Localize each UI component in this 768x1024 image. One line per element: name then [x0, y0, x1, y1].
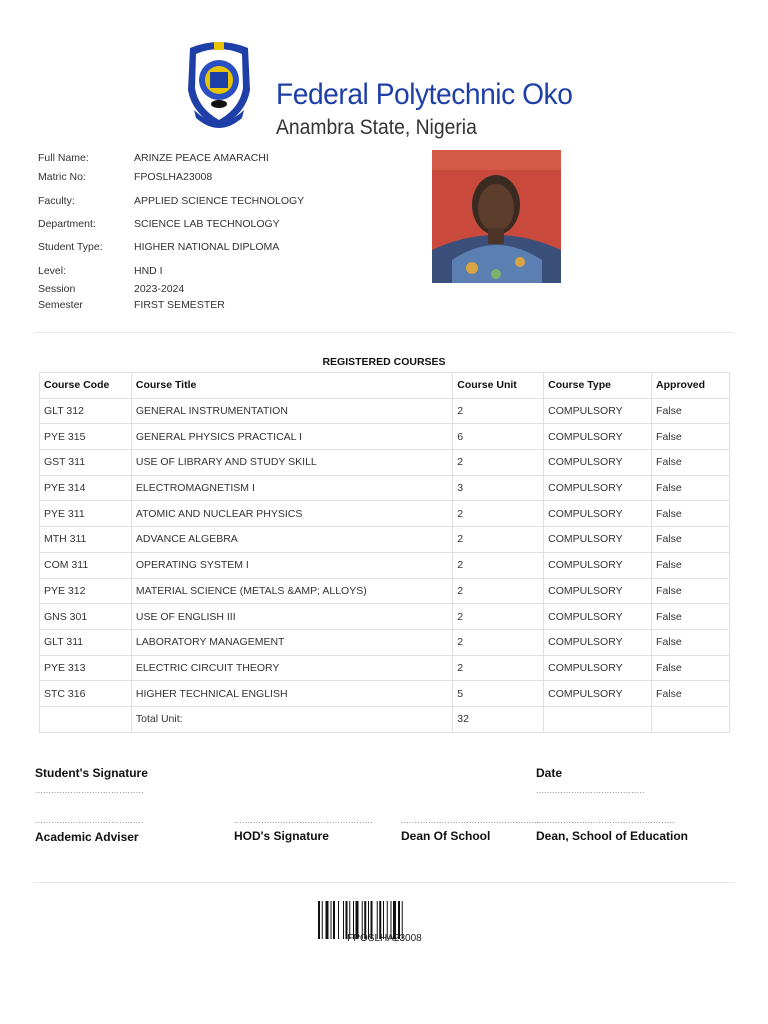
detail-value: SCIENCE LAB TECHNOLOGY	[134, 218, 280, 230]
course-code-cell: GNS 301	[40, 604, 132, 630]
course-code-cell: PYE 311	[40, 501, 132, 527]
course-code-cell: MTH 311	[40, 527, 132, 553]
course-code-cell: PYE 315	[40, 424, 132, 450]
dean-education-label: Dean, School of Education	[536, 829, 689, 843]
empty-cell	[544, 706, 652, 732]
course-unit-cell: 2	[453, 629, 544, 655]
approved-cell: False	[652, 424, 730, 450]
table-row	[40, 604, 730, 630]
course-title-cell: LABORATORY MANAGEMENT	[131, 629, 452, 655]
course-title-cell: MATERIAL SCIENCE (METALS &AMP; ALLOYS)	[131, 578, 452, 604]
column-header-course-code: Course Code	[40, 373, 132, 399]
course-title-cell: USE OF ENGLISH III	[131, 604, 452, 630]
table-row	[40, 552, 730, 578]
date-label: Date	[536, 766, 563, 780]
course-code-cell: PYE 313	[40, 655, 132, 681]
table-row	[40, 501, 730, 527]
course-unit-cell: 3	[453, 475, 544, 501]
detail-session	[38, 283, 458, 297]
section-divider	[34, 882, 734, 883]
total-row	[40, 706, 730, 732]
approved-cell: False	[652, 527, 730, 553]
detail-value: APPLIED SCIENCE TECHNOLOGY	[134, 195, 305, 207]
course-title-cell: ADVANCE ALGEBRA	[131, 527, 452, 553]
total-unit-value: 32	[453, 706, 544, 732]
course-title-cell: OPERATING SYSTEM I	[131, 552, 452, 578]
course-type-cell: COMPULSORY	[544, 681, 652, 707]
detail-value: 2023-2024	[134, 283, 185, 295]
detail-label: Student Type:	[38, 241, 103, 253]
approved-cell: False	[652, 398, 730, 424]
detail-label: Faculty:	[38, 195, 75, 207]
table-row	[40, 424, 730, 450]
student-signature-label: Student's Signature	[35, 766, 148, 780]
course-unit-cell: 2	[453, 527, 544, 553]
course-code-cell: GST 311	[40, 450, 132, 476]
column-header-course-type: Course Type	[544, 373, 652, 399]
empty-cell	[40, 706, 132, 732]
detail-value: ARINZE PEACE AMARACHI	[134, 152, 269, 164]
academic-adviser-label: Academic Adviser	[35, 830, 139, 844]
course-title-cell: HIGHER TECHNICAL ENGLISH	[131, 681, 452, 707]
registered-courses-table	[39, 372, 730, 733]
course-type-cell: COMPULSORY	[544, 655, 652, 681]
course-title-cell: GENERAL PHYSICS PRACTICAL I	[131, 424, 452, 450]
course-title-cell: ATOMIC AND NUCLEAR PHYSICS	[131, 501, 452, 527]
detail-label: Full Name:	[38, 152, 89, 164]
course-code-cell: GLT 312	[40, 398, 132, 424]
course-type-cell: COMPULSORY	[544, 475, 652, 501]
course-unit-cell: 2	[453, 450, 544, 476]
detail-label: Matric No:	[38, 171, 86, 183]
registered-courses-title: REGISTERED COURSES	[322, 356, 446, 368]
approved-cell: False	[652, 475, 730, 501]
course-type-cell: COMPULSORY	[544, 450, 652, 476]
course-type-cell: COMPULSORY	[544, 629, 652, 655]
course-unit-cell: 2	[453, 604, 544, 630]
approved-cell: False	[652, 681, 730, 707]
table-row	[40, 629, 730, 655]
course-unit-cell: 2	[453, 398, 544, 424]
table-row	[40, 527, 730, 553]
column-header-course-unit: Course Unit	[453, 373, 544, 399]
course-type-cell: COMPULSORY	[544, 604, 652, 630]
date-line: ........................................	[536, 786, 645, 795]
detail-value: FPOSLHA23008	[134, 171, 213, 183]
section-divider	[34, 332, 734, 333]
course-title-cell: GENERAL INSTRUMENTATION	[131, 398, 452, 424]
table-row	[40, 655, 730, 681]
course-title-cell: ELECTRIC CIRCUIT THEORY	[131, 655, 452, 681]
course-unit-cell: 6	[453, 424, 544, 450]
detail-department	[38, 218, 458, 232]
course-unit-cell: 2	[453, 578, 544, 604]
detail-matric-no	[38, 171, 458, 185]
course-type-cell: COMPULSORY	[544, 398, 652, 424]
column-header-approved: Approved	[652, 373, 730, 399]
detail-value: HND I	[134, 265, 163, 277]
hod-signature-label: HOD's Signature	[234, 829, 329, 843]
table-row	[40, 681, 730, 707]
institution-location: Anambra State, Nigeria	[276, 116, 477, 139]
table-header-row	[40, 373, 730, 399]
detail-full-name	[38, 152, 458, 166]
course-title-cell: USE OF LIBRARY AND STUDY SKILL	[131, 450, 452, 476]
detail-label: Session	[38, 283, 76, 295]
course-unit-cell: 2	[453, 552, 544, 578]
column-header-course-title: Course Title	[131, 373, 452, 399]
course-unit-cell: 2	[453, 655, 544, 681]
detail-value: HIGHER NATIONAL DIPLOMA	[134, 241, 280, 253]
approved-cell: False	[652, 629, 730, 655]
course-type-cell: COMPULSORY	[544, 527, 652, 553]
approved-cell: False	[652, 450, 730, 476]
detail-label: Level:	[38, 265, 67, 277]
table-row	[40, 450, 730, 476]
table-row	[40, 398, 730, 424]
approved-cell: False	[652, 655, 730, 681]
course-code-cell: PYE 314	[40, 475, 132, 501]
dean-education-line: ...................................................	[536, 816, 675, 825]
detail-student-type	[38, 241, 458, 255]
approved-cell: False	[652, 501, 730, 527]
approved-cell: False	[652, 604, 730, 630]
table-row	[40, 475, 730, 501]
course-code-cell: GLT 311	[40, 629, 132, 655]
table-row	[40, 578, 730, 604]
detail-label: Semester	[38, 299, 83, 311]
institution-name: Federal Polytechnic Oko	[276, 78, 573, 111]
detail-faculty	[38, 195, 458, 209]
course-unit-cell: 5	[453, 681, 544, 707]
course-type-cell: COMPULSORY	[544, 501, 652, 527]
empty-cell	[652, 706, 730, 732]
document-header	[0, 30, 768, 140]
course-code-cell: STC 316	[40, 681, 132, 707]
barcode-text: FPOSLHA23008	[347, 933, 422, 944]
course-type-cell: COMPULSORY	[544, 424, 652, 450]
student-signature-line: ........................................	[35, 786, 144, 795]
course-unit-cell: 2	[453, 501, 544, 527]
person-portrait-icon	[432, 150, 561, 283]
course-type-cell: COMPULSORY	[544, 552, 652, 578]
detail-semester	[38, 299, 458, 313]
course-title-cell: ELECTROMAGNETISM I	[131, 475, 452, 501]
dean-of-school-line: ...................................................	[401, 816, 540, 825]
course-code-cell: PYE 312	[40, 578, 132, 604]
detail-value: FIRST SEMESTER	[134, 299, 225, 311]
detail-label: Department:	[38, 218, 96, 230]
total-unit-label: Total Unit:	[131, 706, 452, 732]
course-type-cell: COMPULSORY	[544, 578, 652, 604]
hod-signature-line: ...................................................	[234, 816, 373, 825]
approved-cell: False	[652, 552, 730, 578]
polytechnic-logo-icon	[180, 38, 258, 130]
dean-of-school-label: Dean Of School	[401, 829, 491, 843]
approved-cell: False	[652, 578, 730, 604]
course-code-cell: COM 311	[40, 552, 132, 578]
student-passport-photo	[432, 150, 561, 283]
detail-level	[38, 265, 458, 279]
academic-adviser-line: ........................................	[35, 816, 144, 825]
